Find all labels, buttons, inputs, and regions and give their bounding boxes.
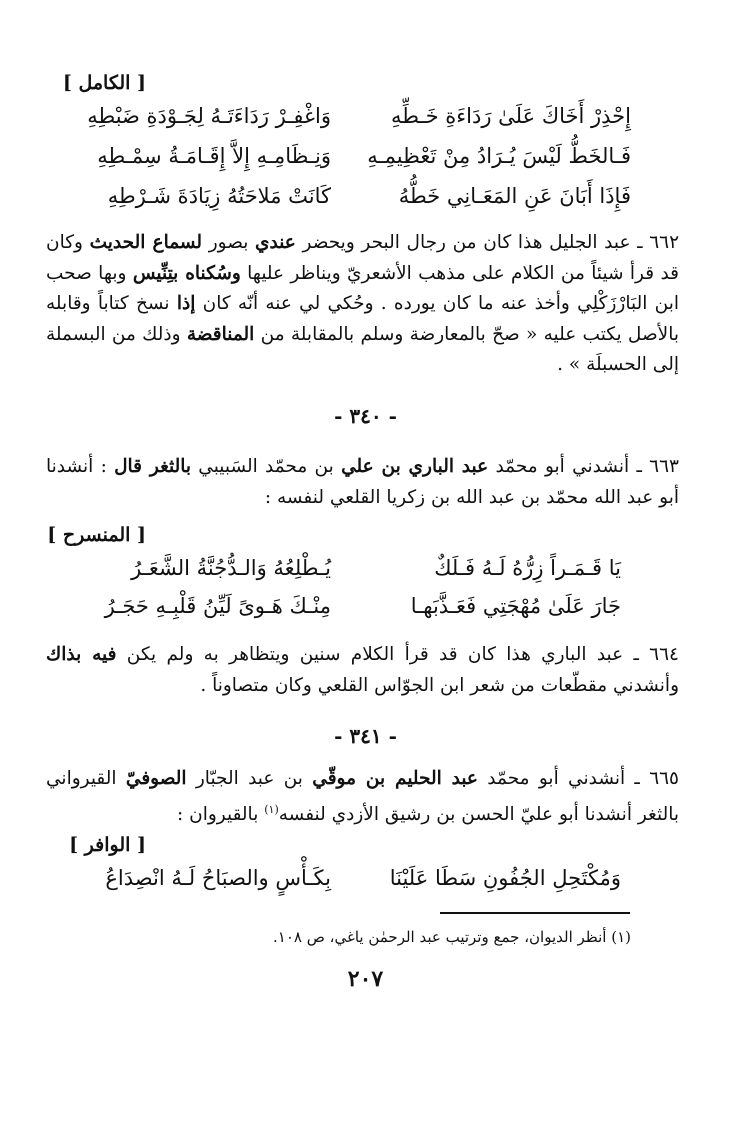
entry-665-bold: الصوفيّ xyxy=(125,768,187,789)
verse-1-second-half: وَاغْفِـرْ رَدَاءَتَـهُ لِجَـوْدَةِ ضَبْطِهِ xyxy=(87,104,331,128)
entry-665-paragraph xyxy=(46,764,679,830)
entry-665-text: ٦٦٥ ـ أنشدني أبو محمّد xyxy=(487,768,679,789)
entry-662-bold: لسماع الحديث xyxy=(89,232,203,253)
footnote-marker: (١) xyxy=(264,802,279,816)
verse-2-first-half: فَـالخَطُّ لَيْسَ يُـرَادُ مِنْ تَعْظِيمِـهِ xyxy=(367,144,631,168)
footnote-text: (١) أنظر الديوان، جمع وترتيب عبد الرحمٰن ياغي، ص ١٠٨. xyxy=(273,928,631,946)
verse-3-second-half: كَانَتْ مَلاحَتُهُ زِيَادَةَ شَـرْطِهِ xyxy=(107,184,331,208)
verse-1-second-half: بِكَـأْسٍ والصبَاحُ لَـهُ انْصِدَاعُ xyxy=(105,866,331,890)
entry-662-text: ٦٦٢ ـ عبد الجليل هذا كان من رجال البحر ويحضر xyxy=(302,232,680,253)
entry-663-bold: بالثغر قال xyxy=(114,456,191,477)
entry-662-bold: إذا xyxy=(176,293,196,314)
meter-label-kamil: [ الكامل ] xyxy=(62,72,146,94)
verse-3-first-half: فَإِذَا أَبَانَ عَنِ المَعَـانِي خَطُّهُ xyxy=(398,184,631,208)
entry-662-bold: وسُكناه بتِنِّيس xyxy=(132,262,241,284)
section-number-340: - ٣٤٠ - xyxy=(334,404,397,428)
entry-663-text: ٦٦٣ ـ أنشدني أبو محمّد xyxy=(495,456,679,477)
verse-2-second-half: مِنْـكَ هَـوىً لَيِّنُ قَلْبِـهِ حَجَـرُ xyxy=(104,594,331,618)
entry-664-bold: فيه بذاك xyxy=(46,644,117,665)
entry-665-text: القيرواني بالثغر أنشدنا أبو عليّ الحسن بن رشيق الأزدي لنفسه xyxy=(46,768,679,825)
entry-662-text: وكان قد قرأ شيئاً من الكلام على مذهب الأشعريّ ويناظر عليها xyxy=(46,232,679,284)
entry-665-bold: عبد الحليم بن موقّي xyxy=(312,768,478,789)
entry-662-text: نسخ كتاباً وقابله بالأصل يكتب عليه « صحّ بالمعارضة وسلم بالمقابلة من xyxy=(46,293,679,345)
entry-663-bold: عبد الباري بن علي xyxy=(341,456,489,477)
entry-662-text: وبها صحب ابن البَارْزَكْلِي وأخذ عنه ما كان يورده . وحُكي لي عنه أنّه كان xyxy=(46,262,679,314)
verse-1-first-half: إِحْذِرْ أَخَاكَ عَلَىٰ رَدَاءَةِ خَـطِّهِ xyxy=(390,104,631,128)
entry-664-paragraph xyxy=(46,640,679,701)
entry-662-bold: عندي xyxy=(255,232,296,253)
verse-2-second-half: وَنِـظَامِـهِ إِلاَّ إِقَـامَـةُ سِمْـطِهِ xyxy=(97,144,331,168)
entry-664-text: وأنشدني مقطّعات من شعر ابن الجوّاس القلعي وكان متصاوناً . xyxy=(200,674,679,696)
page-number: ٢٠٧ xyxy=(347,966,384,992)
entry-665-text: بالقيروان : xyxy=(177,803,259,825)
entry-663-text: : أنشدنا أبو عبد الله محمّد بن عبد الله بن زكريا القلعي لنفسه : xyxy=(46,456,679,508)
entry-664-text: ٦٦٤ ـ عبد الباري هذا كان قد قرأ الكلام سنين ويتظاهر به ولم يكن xyxy=(126,644,679,665)
entry-663-paragraph xyxy=(46,452,679,513)
entry-665-text: بن عبد الجبّار xyxy=(195,768,303,789)
verse-1-first-half: يَا قَـمَـراً زِرُّهُ لَـهُ فَـلَكٌ xyxy=(434,556,621,580)
verse-1-first-half: وَمُكْتَحِلِ الجُفُونِ سَطَا عَلَيْنَا xyxy=(389,866,621,890)
meter-label-munsarih: [ المنسرح ] xyxy=(47,524,146,546)
verse-1-second-half: يُـطْلِعُهُ وَالـدُّجُنَّةُ الشَّعَـرُ xyxy=(131,556,331,580)
meter-label-wafir: [ الوافر ] xyxy=(69,834,146,856)
entry-662-paragraph xyxy=(46,228,679,381)
entry-662-text: وذلك من البسملة إلى الحسبلَة » . xyxy=(46,323,679,375)
entry-663-text: بن محمّد السَبيبي xyxy=(198,456,334,477)
entry-662-text: بصور xyxy=(208,232,249,253)
verse-2-first-half: جَارَ عَلَىٰ مُهْجَتِي فَعَـذَّبَهـا xyxy=(410,594,621,618)
section-number-341: - ٣٤١ - xyxy=(334,724,397,748)
entry-662-bold: المناقضة xyxy=(186,323,255,345)
footnote-divider xyxy=(440,912,630,914)
